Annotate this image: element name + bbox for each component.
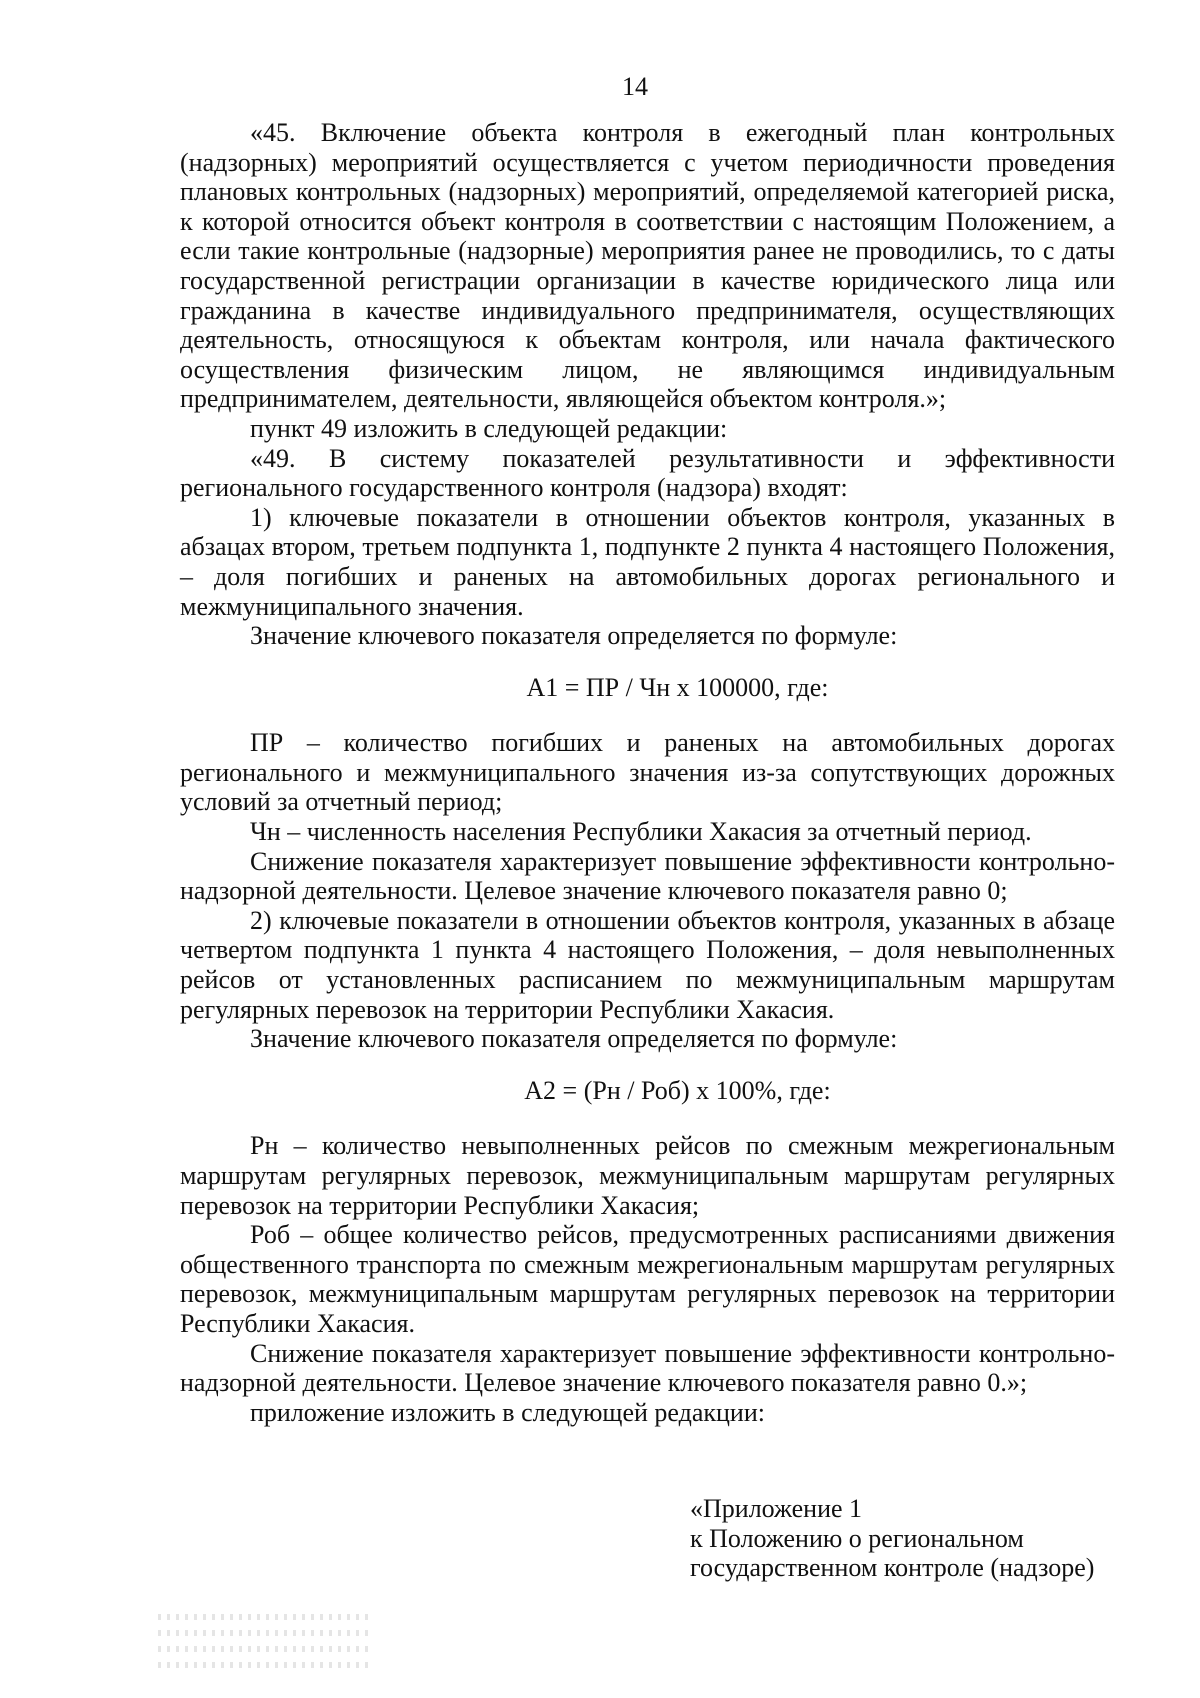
paragraph-45: «45. Включение объекта контроля в ежегодный план контрольных (надзорных) мероприятий осуществляется с учетом периодичности проведения плановых контрольных (надзорных) мероприятий, определяемой категорией риска, к которой относится объект контроля в соответствии с настоящим Положением, а если такие контрольные (надзорные) мероприятия ранее не проводились, то с даты государственной регистрации организации в качестве юридического лица или гражданина в качестве индивидуального предпринимателя, осуществляющих деятельность, относящуюся к объектам контроля, или начала фактического осуществления физическим лицом, не являющимся индивидуальным предпринимателем, деятельности, являющейся объектом контроля.»; — [180, 118, 1115, 414]
scan-artifact — [158, 1604, 373, 1694]
paragraph-49: «49. В систему показателей результативности и эффективности регионального государственного контроля (надзора) входят: — [180, 443, 1115, 503]
page-number: 14 — [622, 72, 648, 101]
paragraph-appendix-intro: приложение изложить в следующей редакции: — [250, 1397, 765, 1427]
formula-a1: А1 = ПР / Чн х 100000, где: — [526, 672, 829, 702]
paragraph-rob-definition: Роб – общее количество рейсов, предусмотренных расписаниями движения общественного транспорта по смежным межрегиональным маршрутам регулярных перевозок, межмуниципальным маршрутам регулярных перевозок на территории Республики Хакасия. — [180, 1220, 1115, 1338]
appendix-heading — [690, 1494, 1130, 1583]
appendix-line-3: государственном контроле (надзоре) — [690, 1553, 1095, 1583]
paragraph-indicator-1: 1) ключевые показатели в отношении объектов контроля, указанных в абзацах втором, третьем подпункта 1, подпункте 2 пункта 4 настоящего Положения, – доля погибших и раненых на автомобильных дорогах регионального и межмуниципального значения. — [180, 502, 1115, 621]
paragraph-intro-49: пункт 49 изложить в следующей редакции: — [250, 413, 728, 443]
paragraph-chn-definition: Чн – численность населения Республики Хакасия за отчетный период. — [250, 817, 1032, 847]
paragraph-target-2: Снижение показателя характеризует повышение эффективности контрольно-надзорной деятельности. Целевое значение ключевого показателя равно 0.»; — [180, 1338, 1115, 1398]
appendix-line-1: «Приложение 1 — [690, 1494, 863, 1523]
paragraph-target-1: Снижение показателя характеризует повышение эффективности контрольно-надзорной деятельности. Целевое значение ключевого показателя равно 0; — [180, 846, 1115, 906]
paragraph-formula-intro-2: Значение ключевого показателя определяется по формуле: — [250, 1024, 898, 1054]
paragraph-indicator-2: 2) ключевые показатели в отношении объектов контроля, указанных в абзаце четвертом подпункта 1 пункта 4 настоящего Положения, – доля невыполненных рейсов от установленных расписанием по межмуниципальным маршрутам регулярных перевозок на территории Республики Хакасия. — [180, 905, 1115, 1024]
paragraph-rn-definition: Рн – количество невыполненных рейсов по смежным межрегиональным маршрутам регулярных перевозок, межмуниципальным маршрутам регулярных перевозок на территории Республики Хакасия; — [180, 1131, 1115, 1220]
paragraph-pr-definition: ПР – количество погибших и раненых на автомобильных дорогах регионального и межмуниципального значения из-за сопутствующих дорожных условий за отчетный период; — [180, 728, 1115, 817]
appendix-line-2: к Положению о региональном — [690, 1523, 1024, 1553]
paragraph-formula-intro-1: Значение ключевого показателя определяется по формуле: — [250, 621, 898, 651]
document-body — [180, 118, 1115, 1427]
formula-a2: А2 = (Рн / Роб) х 100%, где: — [524, 1075, 831, 1105]
